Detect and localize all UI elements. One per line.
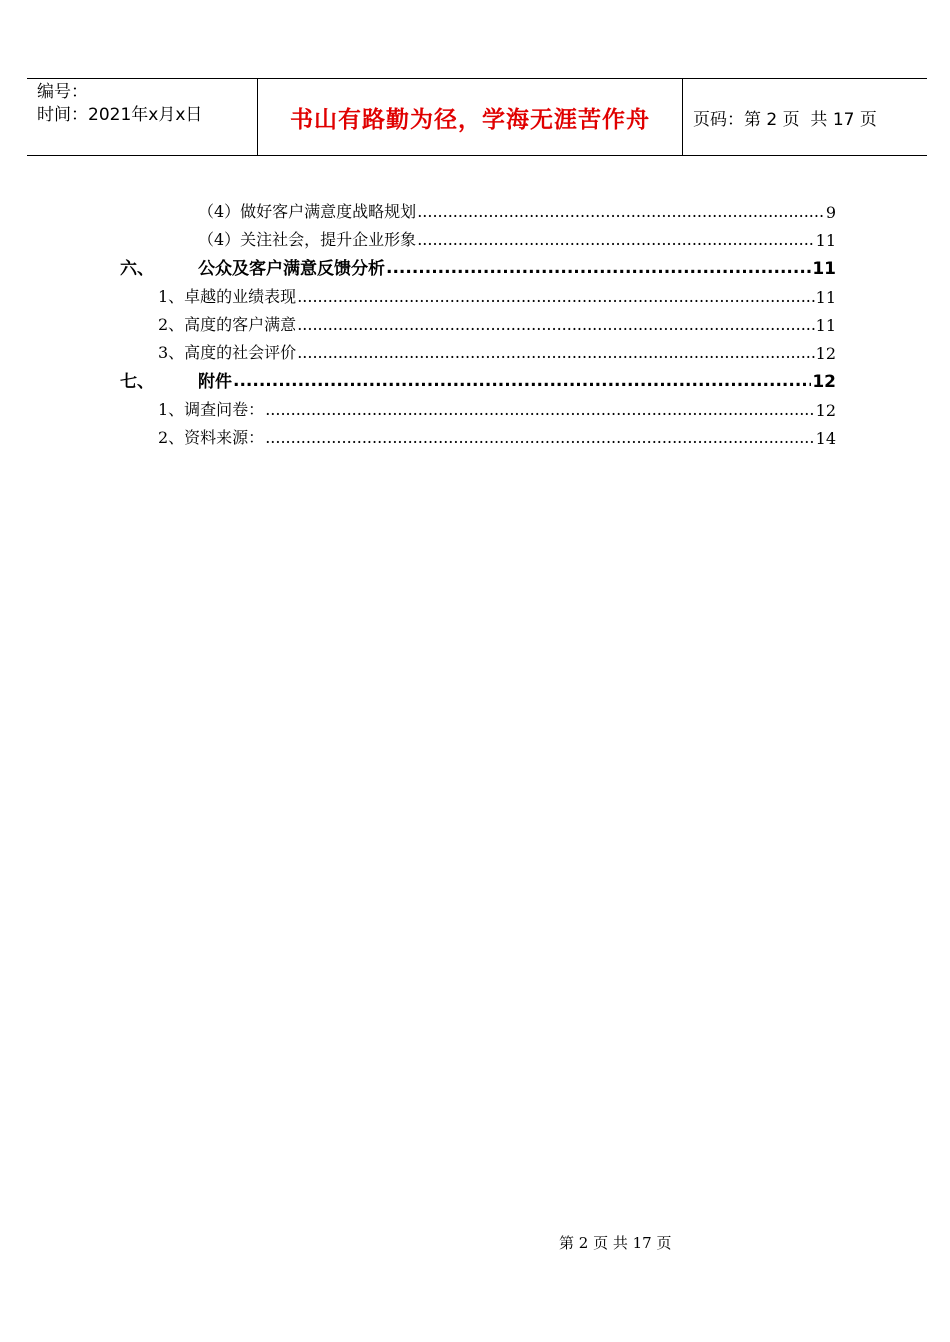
footer-page-number: 第 2 页 共 17 页 <box>559 1234 672 1252</box>
toc-leader-dots <box>265 428 814 447</box>
toc-entry-label: 1、卓越的业绩表现 <box>158 287 297 306</box>
toc-entry-page: 14 <box>815 429 836 448</box>
toc-section-page: 11 <box>812 259 836 279</box>
toc-section-entry[interactable] <box>120 366 836 392</box>
toc-entry-label: 2、资料来源： <box>158 428 265 447</box>
toc-entry[interactable] <box>198 224 836 250</box>
toc-entry-label: 1、调查问卷： <box>158 400 265 419</box>
toc-entry[interactable] <box>158 309 836 335</box>
toc-leader-dots <box>265 400 814 419</box>
header-motto-cell <box>257 79 683 155</box>
toc-entry[interactable] <box>158 394 836 420</box>
toc-section-number: 七、 <box>120 372 154 392</box>
toc-entry-label: （4）关注社会，提升企业形象 <box>198 230 417 249</box>
header-page-label: 页码：第 2 页 共 17 页 <box>693 109 877 130</box>
document-time-label: 时间：2021年x月x日 <box>37 105 203 125</box>
header-left-cell <box>27 79 257 155</box>
toc-leader-dots <box>297 343 814 362</box>
header-page-cell <box>683 79 927 155</box>
toc-section-label: 附件 <box>198 372 232 392</box>
toc-section-number: 六、 <box>120 259 154 279</box>
toc-entry-page: 12 <box>815 344 836 363</box>
toc-leader-dots <box>297 287 814 306</box>
toc-section-entry[interactable] <box>120 253 836 279</box>
toc-leader-dots <box>386 258 811 278</box>
toc-leader-dots <box>233 371 811 391</box>
toc-entry-page: 12 <box>815 401 836 420</box>
toc-section-label: 公众及客户满意反馈分析 <box>198 259 385 279</box>
toc-leader-dots <box>417 230 814 249</box>
toc-entry-page: 9 <box>825 203 836 222</box>
toc-entry-label: （4）做好客户满意度战略规划 <box>198 202 417 221</box>
toc-entry-label: 2、高度的客户满意 <box>158 315 297 334</box>
document-number-label: 编号： <box>37 82 88 102</box>
toc-entry-page: 11 <box>815 288 836 307</box>
toc-entry-page: 11 <box>815 231 836 250</box>
toc-entry-label: 3、高度的社会评价 <box>158 343 297 362</box>
toc-entry[interactable] <box>158 337 836 363</box>
toc-leader-dots <box>417 202 825 221</box>
toc-entry-page: 11 <box>815 316 836 335</box>
toc-entry[interactable] <box>158 281 836 307</box>
toc-section-page: 12 <box>812 372 836 392</box>
toc-leader-dots <box>297 315 814 334</box>
toc-entry[interactable] <box>198 196 836 222</box>
header-motto: 书山有路勤为径，学海无涯苦作舟 <box>290 106 650 133</box>
page-header <box>27 78 927 156</box>
toc-entry[interactable] <box>158 422 836 448</box>
